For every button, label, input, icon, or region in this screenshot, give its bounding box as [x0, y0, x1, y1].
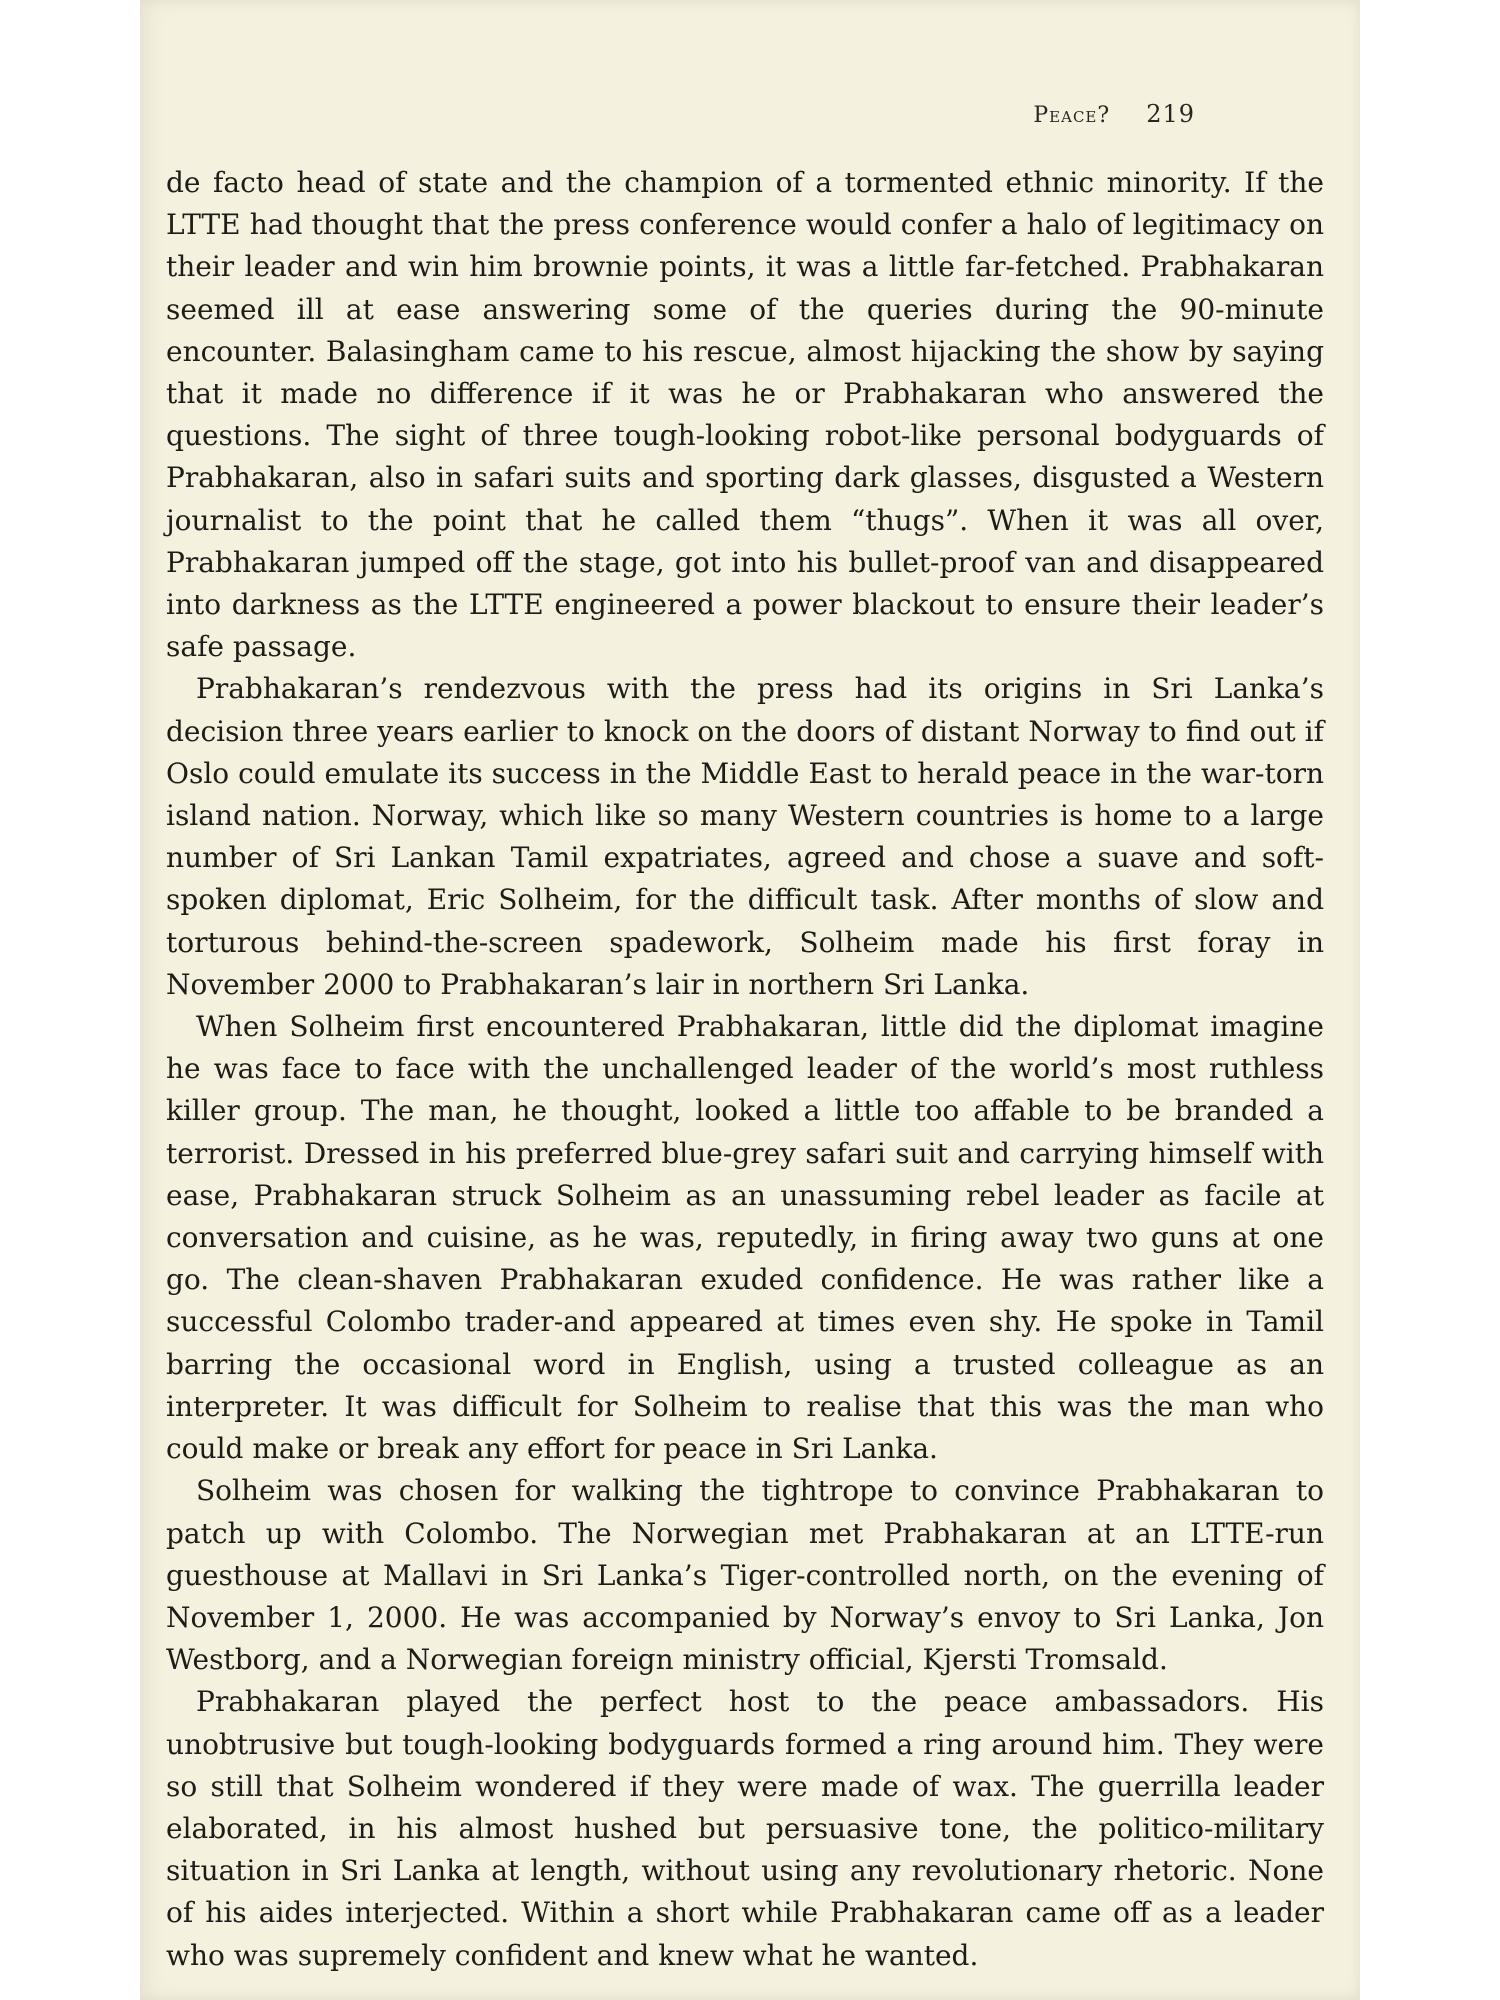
paragraph: de facto head of state and the champion of a tormented ethnic minority. If the LTTE had thought that the press conference would confer a halo of legitimacy on their leader and win him brownie points, it was a little far-fetched. Prabhakaran seemed ill at ease answering some of the queries during the 90-minute encounter. Balasingham came to his rescue, almost hijacking the show by saying that it made no difference if it was he or Prabhakaran who answered the questions. The sight of three tough-looking robot-like personal bodyguards of Prabhakaran, also in safari suits and sporting dark glasses, disgusted a Western journalist to the point that he called them “thugs”. When it was all over, Prabhakaran jumped off the stage, got into his bullet-proof van and disappeared into darkness as the LTTE engineered a power blackout to ensure their leader’s safe passage. [166, 166, 1324, 664]
paragraph: Solheim was chosen for walking the tightrope to convince Prabhakaran to patch up with Colombo. The Norwegian met Prabhakaran at an LTTE-run guesthouse at Mallavi in Sri Lanka’s Tiger-controlled north, on the evening of November 1, 2000. He was accompanied by Norway’s envoy to Sri Lanka, Jon Westborg, and a Norwegian foreign ministry official, Kjersti Tromsald. [166, 1474, 1324, 1677]
page-number: 219 [1146, 100, 1195, 128]
section-title: Peace? [1033, 103, 1111, 128]
paragraph: Prabhakaran’s rendezvous with the press had its origins in Sri Lanka’s decision three years earlier to knock on the doors of distant Norway to find out if Oslo could emulate its success in the Middle East to herald peace in the war-torn island nation. Norway, which like so many Western countries is home to a large number of Sri Lankan Tamil expatriates, agreed and chose a suave and soft-spoken diplomat, Eric Solheim, for the difficult task. After months of slow and torturous behind-the-screen spadework, Solheim made his first foray in November 2000 to Prabhakaran’s lair in northern Sri Lanka. [166, 672, 1324, 1001]
paragraph: When Solheim first encountered Prabhakaran, little did the diplomat imagine he was face to face with the unchallenged leader of the world’s most ruthless killer group. The man, he thought, looked a little too affable to be branded a terrorist. Dressed in his preferred blue-grey safari suit and carrying himself with ease, Prabhakaran struck Solheim as an unassuming rebel leader as facile at conversation and cuisine, as he was, reputedly, in firing away two guns at one go. The clean-shaven Prabhakaran exuded confidence. He was rather like a successful Colombo trader-and appeared at times even shy. He spoke in Tamil barring the occasional word in English, using a trusted colleague as an interpreter. It was difficult for Solheim to realise that this was the man who could make or break any effort for peace in Sri Lanka. [166, 1010, 1324, 1466]
running-header [1033, 100, 1195, 128]
paragraph: Prabhakaran played the perfect host to the peace ambassadors. His unobtrusive but tough-looking bodyguards formed a ring around him. They were so still that Solheim wondered if they were made of wax. The guerrilla leader elaborated, in his almost hushed but persuasive tone, the politico-military situation in Sri Lanka at length, without using any revolutionary rhetoric. None of his aides interjected. Within a short while Prabhakaran came off as a leader who was supremely confident and knew what he wanted. [166, 1685, 1324, 1972]
body-text [166, 162, 1324, 1977]
